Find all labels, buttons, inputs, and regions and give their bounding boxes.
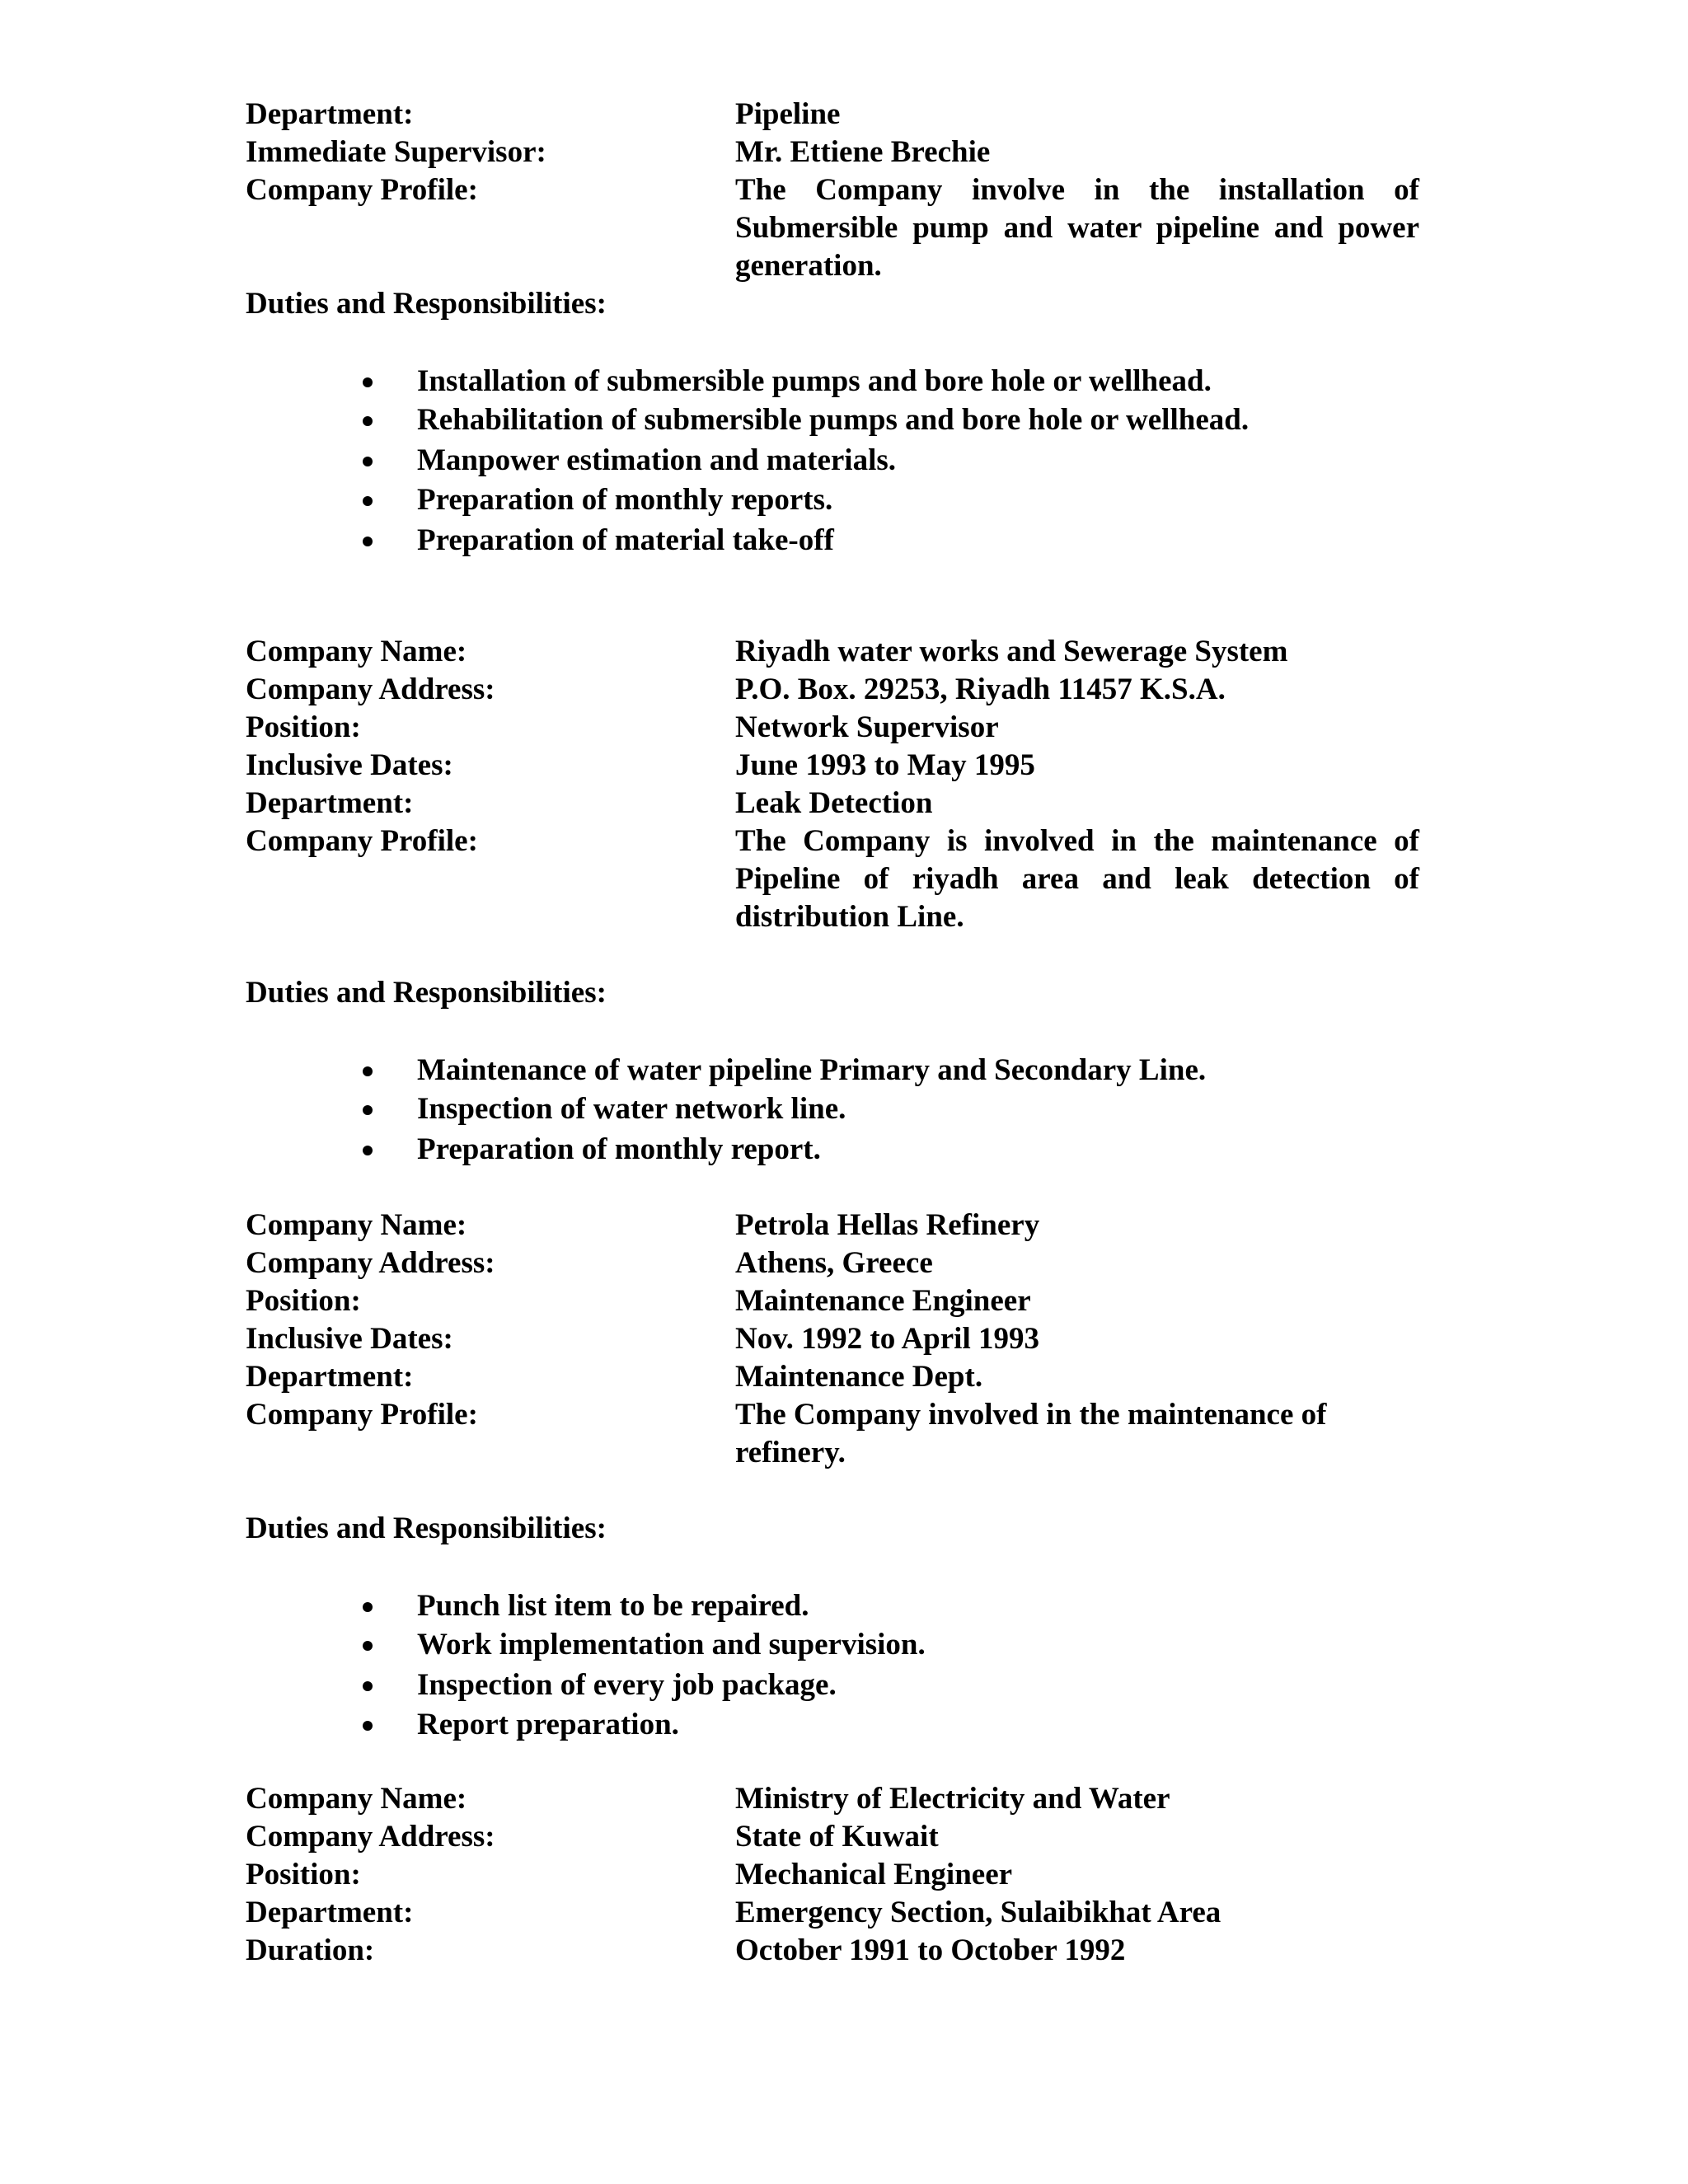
duties-heading: Duties and Responsibilities:: [246, 287, 607, 321]
bullet-icon: [363, 416, 373, 426]
company-address-label: Company Address:: [246, 1246, 495, 1280]
profile-value: The Company is involved in the maintenance of Pipeline of riyadh area and leak detection of distribution Line.: [735, 824, 1419, 934]
dates-label: Inclusive Dates:: [246, 1322, 453, 1356]
position-label: Position:: [246, 1284, 361, 1318]
department-label: Department:: [246, 786, 414, 820]
bullet-icon: [363, 457, 373, 466]
list-item-text: Preparation of monthly reports.: [417, 483, 833, 517]
bullet-icon: [363, 1105, 373, 1115]
department-value: Pipeline: [735, 97, 841, 131]
company-name-value: Ministry of Electricity and Water: [735, 1782, 1170, 1816]
bullet-icon: [363, 1681, 373, 1691]
company-name-value: Riyadh water works and Sewerage System: [735, 635, 1288, 668]
department-value: Leak Detection: [735, 786, 933, 820]
company-address-value: State of Kuwait: [735, 1820, 939, 1854]
list-item-text: Inspection of every job package.: [417, 1668, 837, 1702]
list-item-text: Rehabilitation of submersible pumps and bore hole or wellhead.: [417, 403, 1250, 437]
dates-value: Nov. 1992 to April 1993: [735, 1322, 1039, 1356]
company-name-value: Petrola Hellas Refinery: [735, 1208, 1040, 1242]
list-item-text: Inspection of water network line.: [417, 1092, 846, 1126]
list-item-text: Preparation of monthly report.: [417, 1132, 821, 1166]
bullet-icon: [363, 496, 373, 506]
bullet-icon: [363, 1641, 373, 1651]
list-item-text: Punch list item to be repaired.: [417, 1589, 809, 1623]
position-value: Mechanical Engineer: [735, 1858, 1013, 1891]
duties-heading: Duties and Responsibilities:: [246, 976, 607, 1010]
bullet-icon: [363, 1721, 373, 1731]
list-item-text: Installation of submersible pumps and bore hole or wellhead.: [417, 364, 1212, 398]
bullet-icon: [363, 1146, 373, 1155]
department-label: Department:: [246, 1896, 414, 1929]
profile-label: Company Profile:: [246, 1398, 478, 1432]
bullet-icon: [363, 537, 373, 546]
list-item-text: Maintenance of water pipeline Primary and Secondary Line.: [417, 1053, 1207, 1087]
profile-label: Company Profile:: [246, 173, 478, 207]
bullet-icon: [363, 1066, 373, 1076]
department-label: Department:: [246, 1360, 414, 1394]
list-item-text: Preparation of material take-off: [417, 523, 834, 557]
duration-value: October 1991 to October 1992: [735, 1933, 1126, 1967]
dates-value: June 1993 to May 1995: [735, 748, 1035, 782]
duties-heading: Duties and Responsibilities:: [246, 1511, 607, 1545]
dates-label: Inclusive Dates:: [246, 748, 453, 782]
list-item-text: Work implementation and supervision.: [417, 1628, 926, 1661]
company-address-value: P.O. Box. 29253, Riyadh 11457 K.S.A.: [735, 673, 1226, 706]
profile-label: Company Profile:: [246, 824, 478, 858]
company-address-label: Company Address:: [246, 673, 495, 706]
list-item-text: Manpower estimation and materials.: [417, 443, 896, 477]
company-address-value: Athens, Greece: [735, 1246, 933, 1280]
bullet-icon: [363, 1602, 373, 1612]
position-value: Network Supervisor: [735, 710, 999, 744]
list-item-text: Report preparation.: [417, 1708, 679, 1741]
company-name-label: Company Name:: [246, 1208, 467, 1242]
position-label: Position:: [246, 1858, 361, 1891]
profile-value: The Company involve in the installation of Submersible pump and water pipeline and power generation.: [735, 173, 1419, 283]
company-name-label: Company Name:: [246, 1782, 467, 1816]
department-value: Emergency Section, Sulaibikhat Area: [735, 1896, 1221, 1929]
company-address-label: Company Address:: [246, 1820, 495, 1854]
department-label: Department:: [246, 97, 414, 131]
supervisor-value: Mr. Ettiene Brechie: [735, 135, 991, 169]
position-value: Maintenance Engineer: [735, 1284, 1031, 1318]
profile-value: The Company involved in the maintenance of refinery.: [735, 1398, 1327, 1469]
position-label: Position:: [246, 710, 361, 744]
duration-label: Duration:: [246, 1933, 375, 1967]
company-name-label: Company Name:: [246, 635, 467, 668]
supervisor-label: Immediate Supervisor:: [246, 135, 546, 169]
department-value: Maintenance Dept.: [735, 1360, 983, 1394]
bullet-icon: [363, 377, 373, 387]
